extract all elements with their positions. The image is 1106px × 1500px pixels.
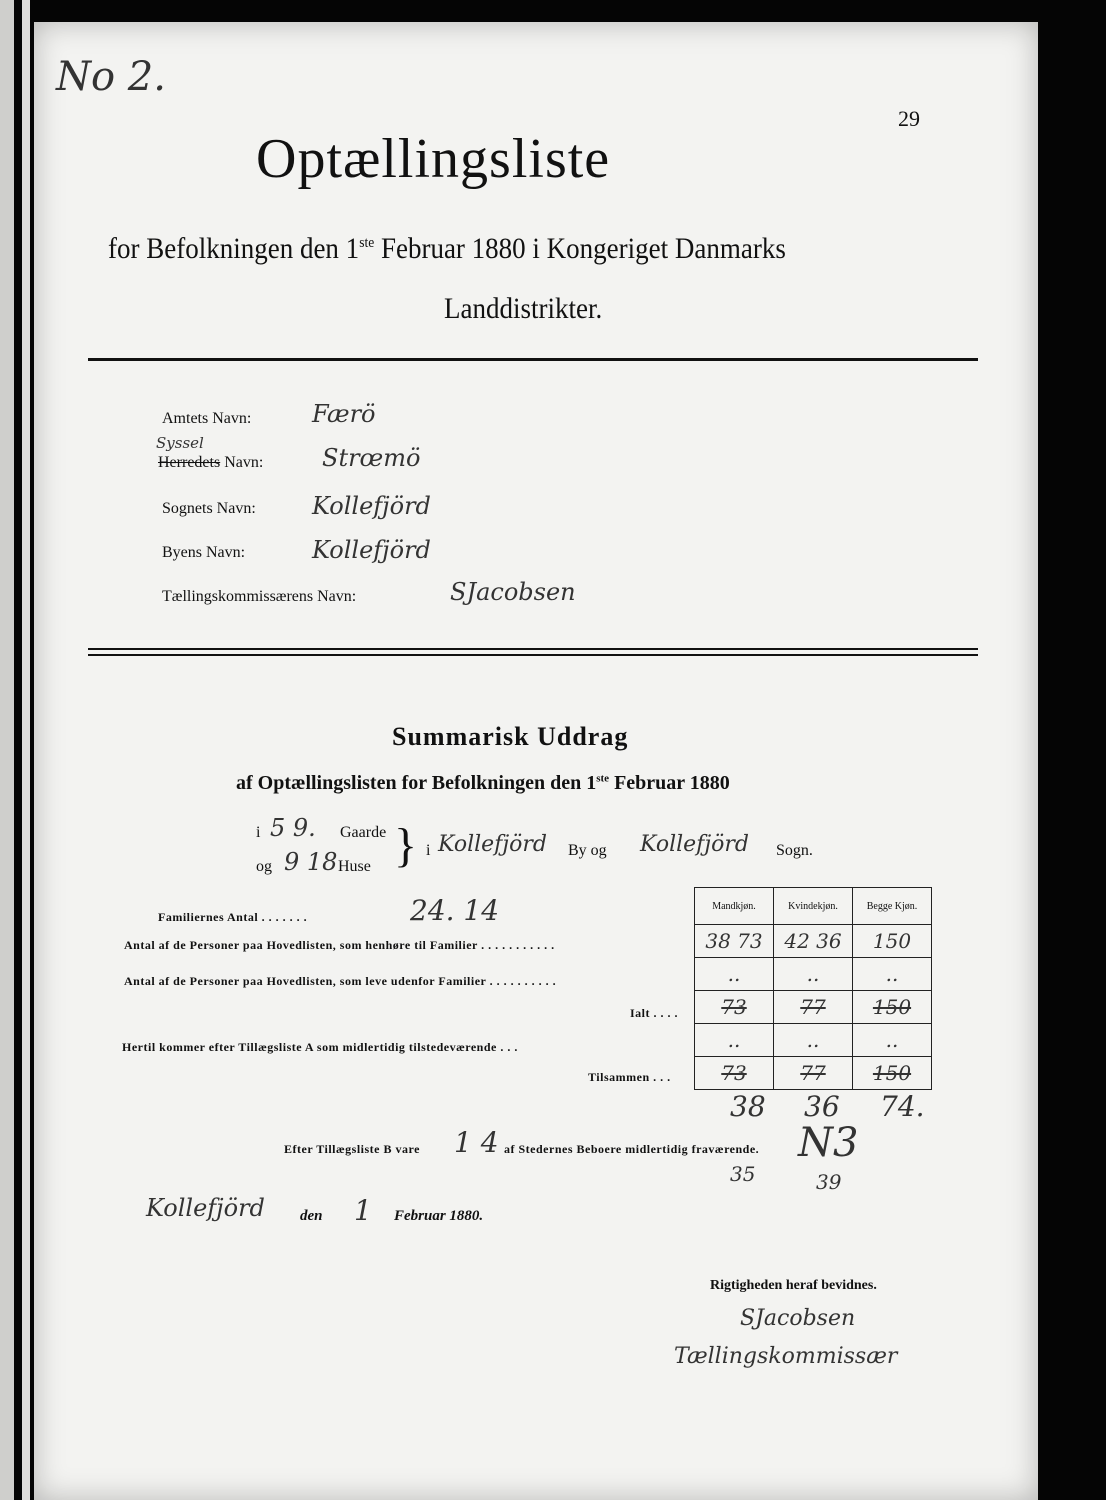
summary-heading: Summarisk Uddrag bbox=[392, 722, 629, 751]
cell: .. bbox=[774, 1024, 853, 1057]
kommissaer-label: Tællingskommissærens Navn: bbox=[162, 588, 357, 605]
below-value-both: 74. bbox=[880, 1090, 925, 1123]
row-label-udenfor: Antal af de Personer paa Hovedlisten, som leve udenfor Familier . . . . . . . . . . bbox=[124, 974, 557, 988]
below-value-men: 38 bbox=[730, 1090, 766, 1123]
cell: .. bbox=[853, 1024, 932, 1057]
cell: 42 36 bbox=[774, 925, 853, 958]
cell: 150 bbox=[853, 991, 932, 1024]
place-sogn: Kollefjörd bbox=[640, 832, 749, 857]
gaarde-value: 5 9. bbox=[270, 814, 316, 842]
cell: .. bbox=[695, 958, 774, 991]
signature-role: Tællingskommissær bbox=[674, 1344, 898, 1369]
fravaerende-mark: N3 bbox=[798, 1120, 859, 1166]
below-value-women: 36 bbox=[804, 1090, 840, 1123]
fravaerende-extra2: 39 bbox=[816, 1170, 842, 1194]
census-form-page bbox=[34, 22, 1038, 1500]
cell: 38 73 bbox=[695, 925, 774, 958]
cell: .. bbox=[774, 958, 853, 991]
adjacent-page-edge-inner bbox=[22, 0, 30, 1500]
syssel-note: Syssel bbox=[156, 434, 204, 452]
cell: 73 bbox=[695, 991, 774, 1024]
huse-value: 9 18 bbox=[284, 848, 338, 876]
cell: .. bbox=[853, 958, 932, 991]
fravaerende-extra1: 35 bbox=[730, 1162, 756, 1186]
header-mandkjon: Mandkjøn. bbox=[695, 888, 774, 925]
sogn-label-summary: Sogn. bbox=[776, 842, 813, 859]
totals-table bbox=[694, 887, 932, 1090]
double-divider-bottom bbox=[88, 654, 978, 656]
herred-value: Strœmö bbox=[322, 444, 421, 472]
amt-value: Færö bbox=[312, 400, 376, 428]
gaarde-i-label: i bbox=[256, 824, 261, 841]
date-place: Kollefjörd bbox=[146, 1194, 265, 1222]
familier-value: 24. 14 bbox=[410, 894, 500, 927]
gaarde-label: Gaarde bbox=[340, 824, 387, 841]
place-by: Kollefjörd bbox=[438, 832, 547, 857]
familier-label: Familiernes Antal . . . . . . . bbox=[158, 910, 308, 924]
row-label-tilsammen: Tilsammen . . . bbox=[588, 1070, 671, 1084]
form-title: Optællingsliste bbox=[256, 128, 611, 190]
document-number: No 2. bbox=[56, 54, 166, 100]
i2-label: i bbox=[426, 842, 431, 859]
cell: 150 bbox=[853, 1057, 932, 1090]
attest-text: Rigtigheden heraf bevidnes. bbox=[710, 1278, 877, 1293]
by-label: Byens Navn: bbox=[162, 544, 246, 561]
by-og-label: By og bbox=[568, 842, 607, 859]
sogn-label: Sognets Navn: bbox=[162, 500, 256, 517]
cell: 150 bbox=[853, 925, 932, 958]
date-day: 1 bbox=[354, 1194, 372, 1227]
row-label-tillaeg-a: Hertil kommer efter Tillægsliste A som midlertidig tilstedeværende . . . bbox=[122, 1040, 518, 1054]
sogn-value: Kollefjörd bbox=[312, 492, 431, 520]
huse-label: Huse bbox=[338, 858, 371, 875]
cell: 77 bbox=[774, 991, 853, 1024]
cell: 77 bbox=[774, 1057, 853, 1090]
herred-label: Herredets Navn: bbox=[158, 454, 264, 471]
row-label-familier: Antal af de Personer paa Hovedlisten, som henhøre til Familier . . . . . . . . . . . bbox=[124, 938, 555, 952]
form-subtitle-line2: Landdistrikter. bbox=[444, 292, 603, 325]
fravaerende-post: af Stedernes Beboere midlertidig fraværende. bbox=[504, 1142, 760, 1156]
date-den: den bbox=[300, 1208, 323, 1224]
date-month-year: Februar 1880. bbox=[394, 1208, 484, 1224]
kommissaer-value: SJacobsen bbox=[450, 578, 576, 606]
double-divider-top bbox=[88, 648, 978, 650]
brace: } bbox=[394, 819, 418, 872]
amt-label: Amtets Navn: bbox=[162, 410, 252, 427]
divider bbox=[88, 358, 978, 361]
by-value: Kollefjörd bbox=[312, 536, 431, 564]
page-number: 29 bbox=[898, 106, 920, 131]
cell: .. bbox=[695, 1024, 774, 1057]
cell: 73 bbox=[695, 1057, 774, 1090]
fravaerende-pre: Efter Tillægsliste B vare bbox=[284, 1142, 420, 1156]
row-label-ialt: Ialt . . . . bbox=[630, 1006, 678, 1020]
header-kvindekjon: Kvindekjøn. bbox=[774, 888, 853, 925]
signature-name: SJacobsen bbox=[740, 1306, 856, 1331]
fravaerende-value: 1 4 bbox=[454, 1126, 499, 1159]
header-begge: Begge Kjøn. bbox=[853, 888, 932, 925]
form-subtitle-line1: for Befolkningen den 1ste Februar 1880 i Kongeriget Danmarks bbox=[108, 232, 786, 265]
huse-og-label: og bbox=[256, 858, 272, 875]
summary-subheading: af Optællingslisten for Befolkningen den 1ste Februar 1880 bbox=[236, 772, 730, 794]
adjacent-page-edge bbox=[0, 0, 14, 1500]
